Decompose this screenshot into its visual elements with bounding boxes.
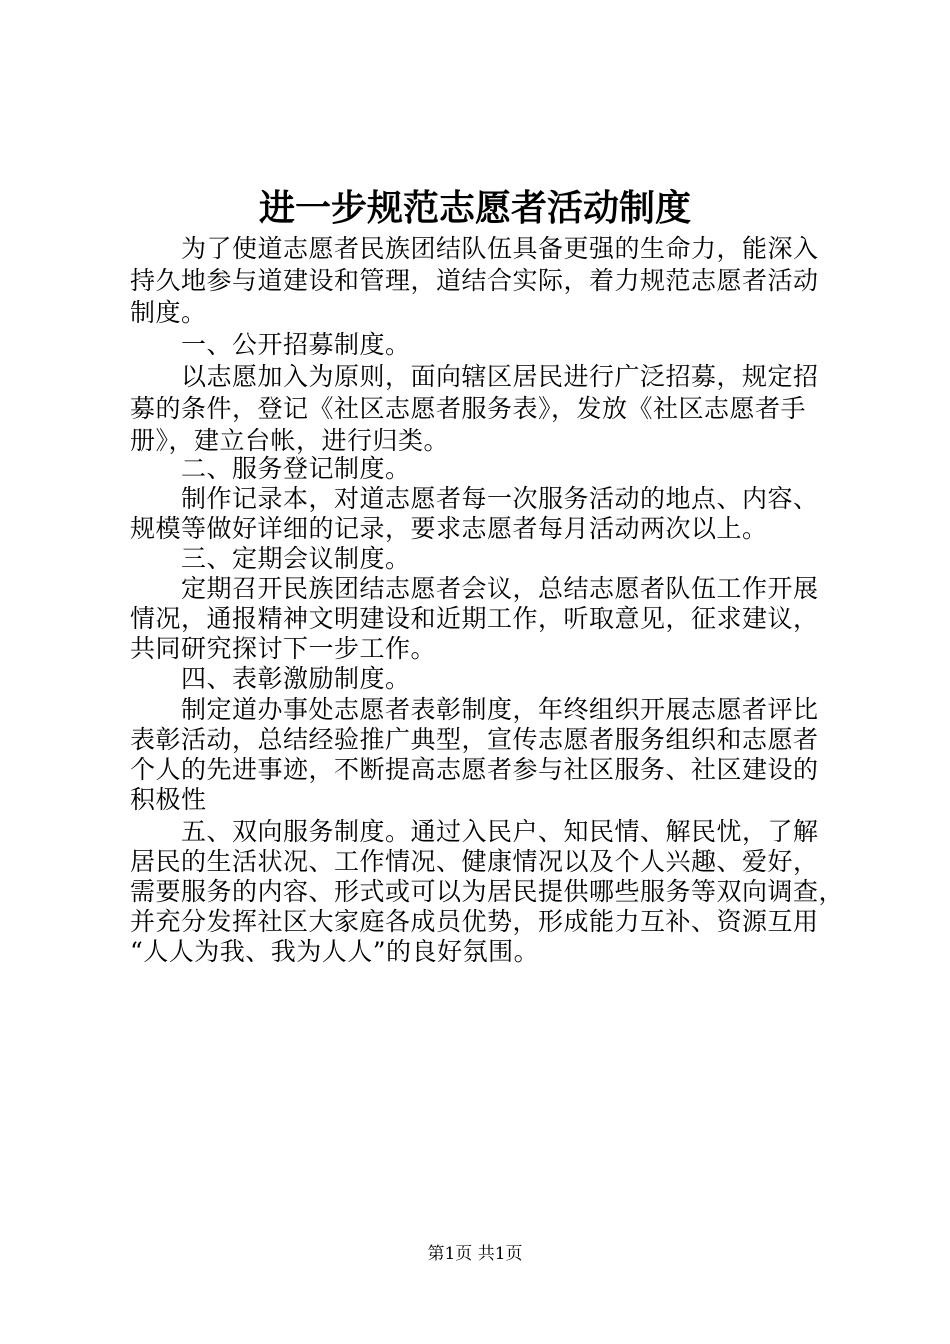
body-line: 为了使道志愿者民族团结队伍具备更强的生命力，能深入 [130,234,819,263]
body-line: 居民的生活状况、工作情况、健康情况以及个人兴趣、爱好， [130,847,819,876]
page-footer: 第1页 共1页 [427,1244,523,1264]
body-line: 持久地参与道建设和管理，道结合实际，着力规范志愿者活动 [130,266,819,295]
body-line: 共同研究探讨下一步工作。 [130,634,437,663]
body-line: 规模等做好详细的记录，要求志愿者每月活动两次以上。 [130,514,768,543]
body-line: 表彰活动，总结经验推广典型，宣传志愿者服务组织和志愿者 [130,725,819,754]
body-line: 情况，通报精神文明建设和近期工作，听取意见，征求建议， [130,604,819,633]
body-line: 需要服务的内容、形式或可以为居民提供哪些服务等双向调查， [130,877,845,906]
body-line: “人人为我、我为人人”的良好氛围。 [130,937,540,966]
body-line: 积极性 [130,785,207,814]
body-line: 定期召开民族团结志愿者会议，总结志愿者队伍工作开展 [130,574,819,603]
body-line: 五、双向服务制度。通过入民户、知民情、解民忧，了解 [130,817,819,846]
section-heading: 三、定期会议制度。 [130,544,411,573]
body-line: 制作记录本，对道志愿者每一次服务活动的地点、内容、 [130,484,819,513]
body-line: 制定道办事处志愿者表彰制度，年终组织开展志愿者评比 [130,695,819,724]
body-line: 募的条件，登记《社区志愿者服务表》，发放《社区志愿者手 [130,394,807,423]
body-line: 以志愿加入为原则，面向辖区居民进行广泛招募，规定招 [130,362,819,391]
section-heading: 二、服务登记制度。 [130,454,411,483]
section-heading: 一、公开招募制度。 [130,330,411,359]
body-line: 制度。 [130,298,207,327]
body-line: 并充分发挥社区大家庭各成员优势，形成能力互补、资源互用 [130,907,819,936]
body-line: 册》，建立台帐，进行归类。 [130,426,450,455]
document-title: 进一步规范志愿者活动制度 [258,187,691,229]
section-heading: 四、表彰激励制度。 [130,664,411,693]
body-line: 个人的先进事迹，不断提高志愿者参与社区服务、社区建设的 [130,755,819,784]
